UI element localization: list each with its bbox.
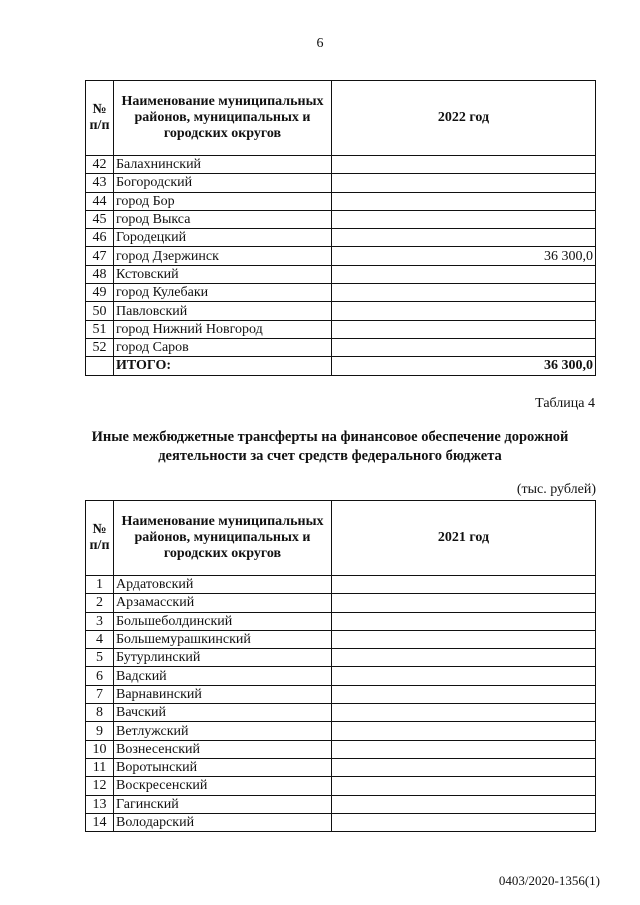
row-name: Вадский (114, 667, 332, 685)
row-name: Ардатовский (114, 576, 332, 594)
row-value (332, 174, 596, 192)
row-value (332, 758, 596, 776)
row-name: Балахнинский (114, 156, 332, 174)
table-row (86, 813, 596, 831)
row-number: 12 (86, 777, 114, 795)
header-year: 2022 год (332, 81, 596, 156)
table-row (86, 795, 596, 813)
document-code: 0403/2020-1356(1) (498, 873, 600, 888)
row-name: Арзамасский (114, 594, 332, 612)
row-number: 8 (86, 704, 114, 722)
row-value (332, 740, 596, 758)
row-value (332, 630, 596, 648)
total-label: ИТОГО: (114, 357, 332, 375)
row-value: 36 300,0 (332, 247, 596, 265)
table-title: Иные межбюджетные трансферты на финансовое обеспечение дорожной деятельности за счет средств федерального бюджета (91, 429, 569, 464)
row-name: Городецкий (114, 229, 332, 247)
row-number: 7 (86, 685, 114, 703)
table-row (86, 229, 596, 247)
table-label: Таблица 4 (535, 396, 595, 411)
row-value (332, 722, 596, 740)
header-num: № п/п (86, 501, 114, 576)
row-value (332, 192, 596, 210)
header-name: Наименование муниципальных районов, муниципальных и городских округов (114, 81, 332, 156)
row-number: 47 (86, 247, 114, 265)
row-number: 50 (86, 302, 114, 320)
table-header-row (86, 501, 596, 576)
table-row (86, 320, 596, 338)
row-number: 42 (86, 156, 114, 174)
row-number: 43 (86, 174, 114, 192)
table-row (86, 284, 596, 302)
table-row (86, 302, 596, 320)
table-row (86, 722, 596, 740)
row-name: Гагинский (114, 795, 332, 813)
table-row (86, 210, 596, 228)
row-number: 6 (86, 667, 114, 685)
row-value (332, 704, 596, 722)
row-name: город Дзержинск (114, 247, 332, 265)
table-body (86, 156, 596, 376)
header-name: Наименование муниципальных районов, муниципальных и городских округов (114, 501, 332, 576)
row-name: Володарский (114, 813, 332, 831)
table-row (86, 338, 596, 356)
row-number: 48 (86, 265, 114, 283)
page-number: 6 (316, 36, 324, 51)
table-row (86, 612, 596, 630)
table-row (86, 777, 596, 795)
total-value: 36 300,0 (332, 357, 596, 375)
row-value (332, 156, 596, 174)
row-value (332, 685, 596, 703)
row-number: 13 (86, 795, 114, 813)
row-number: 5 (86, 649, 114, 667)
total-row (86, 357, 596, 375)
row-name: город Нижний Новгород (114, 320, 332, 338)
row-name: Варнавинский (114, 685, 332, 703)
table-2022 (85, 80, 596, 376)
table-row (86, 594, 596, 612)
row-number: 1 (86, 576, 114, 594)
table-row (86, 704, 596, 722)
row-value (332, 576, 596, 594)
row-value (332, 594, 596, 612)
row-value (332, 229, 596, 247)
table-row (86, 156, 596, 174)
row-number: 10 (86, 740, 114, 758)
row-name: Вознесенский (114, 740, 332, 758)
row-number: 2 (86, 594, 114, 612)
table-row (86, 667, 596, 685)
row-number: 44 (86, 192, 114, 210)
row-number: 46 (86, 229, 114, 247)
row-name: город Саров (114, 338, 332, 356)
table-row (86, 174, 596, 192)
row-value (332, 265, 596, 283)
table-row (86, 630, 596, 648)
row-number: 11 (86, 758, 114, 776)
table-row (86, 758, 596, 776)
row-number: 9 (86, 722, 114, 740)
row-value (332, 649, 596, 667)
units-label: (тыс. рублей) (516, 482, 596, 497)
table-row (86, 192, 596, 210)
row-name: Воскресенский (114, 777, 332, 795)
table-header-row (86, 81, 596, 156)
row-name: Воротынский (114, 758, 332, 776)
row-value (332, 320, 596, 338)
row-name: Ветлужский (114, 722, 332, 740)
row-value (332, 284, 596, 302)
table-row (86, 576, 596, 594)
row-name: город Кулебаки (114, 284, 332, 302)
header-year: 2021 год (332, 501, 596, 576)
row-value (332, 777, 596, 795)
total-num-cell (86, 357, 114, 375)
table-row (86, 740, 596, 758)
row-value (332, 302, 596, 320)
row-number: 52 (86, 338, 114, 356)
table-body (86, 576, 596, 832)
row-number: 4 (86, 630, 114, 648)
table-row (86, 247, 596, 265)
row-name: Большеболдинский (114, 612, 332, 630)
header-num: № п/п (86, 81, 114, 156)
row-name: Вачский (114, 704, 332, 722)
row-name: город Выкса (114, 210, 332, 228)
row-value (332, 813, 596, 831)
row-value (332, 612, 596, 630)
row-value (332, 210, 596, 228)
row-number: 3 (86, 612, 114, 630)
row-name: город Бор (114, 192, 332, 210)
row-name: Большемурашкинский (114, 630, 332, 648)
table-row (86, 649, 596, 667)
row-value (332, 667, 596, 685)
row-name: Павловский (114, 302, 332, 320)
row-number: 14 (86, 813, 114, 831)
row-number: 49 (86, 284, 114, 302)
row-value (332, 795, 596, 813)
table-2021 (85, 500, 596, 832)
row-number: 45 (86, 210, 114, 228)
row-value (332, 338, 596, 356)
row-name: Богородский (114, 174, 332, 192)
row-name: Бутурлинский (114, 649, 332, 667)
row-name: Кстовский (114, 265, 332, 283)
table-row (86, 265, 596, 283)
row-number: 51 (86, 320, 114, 338)
table-row (86, 685, 596, 703)
